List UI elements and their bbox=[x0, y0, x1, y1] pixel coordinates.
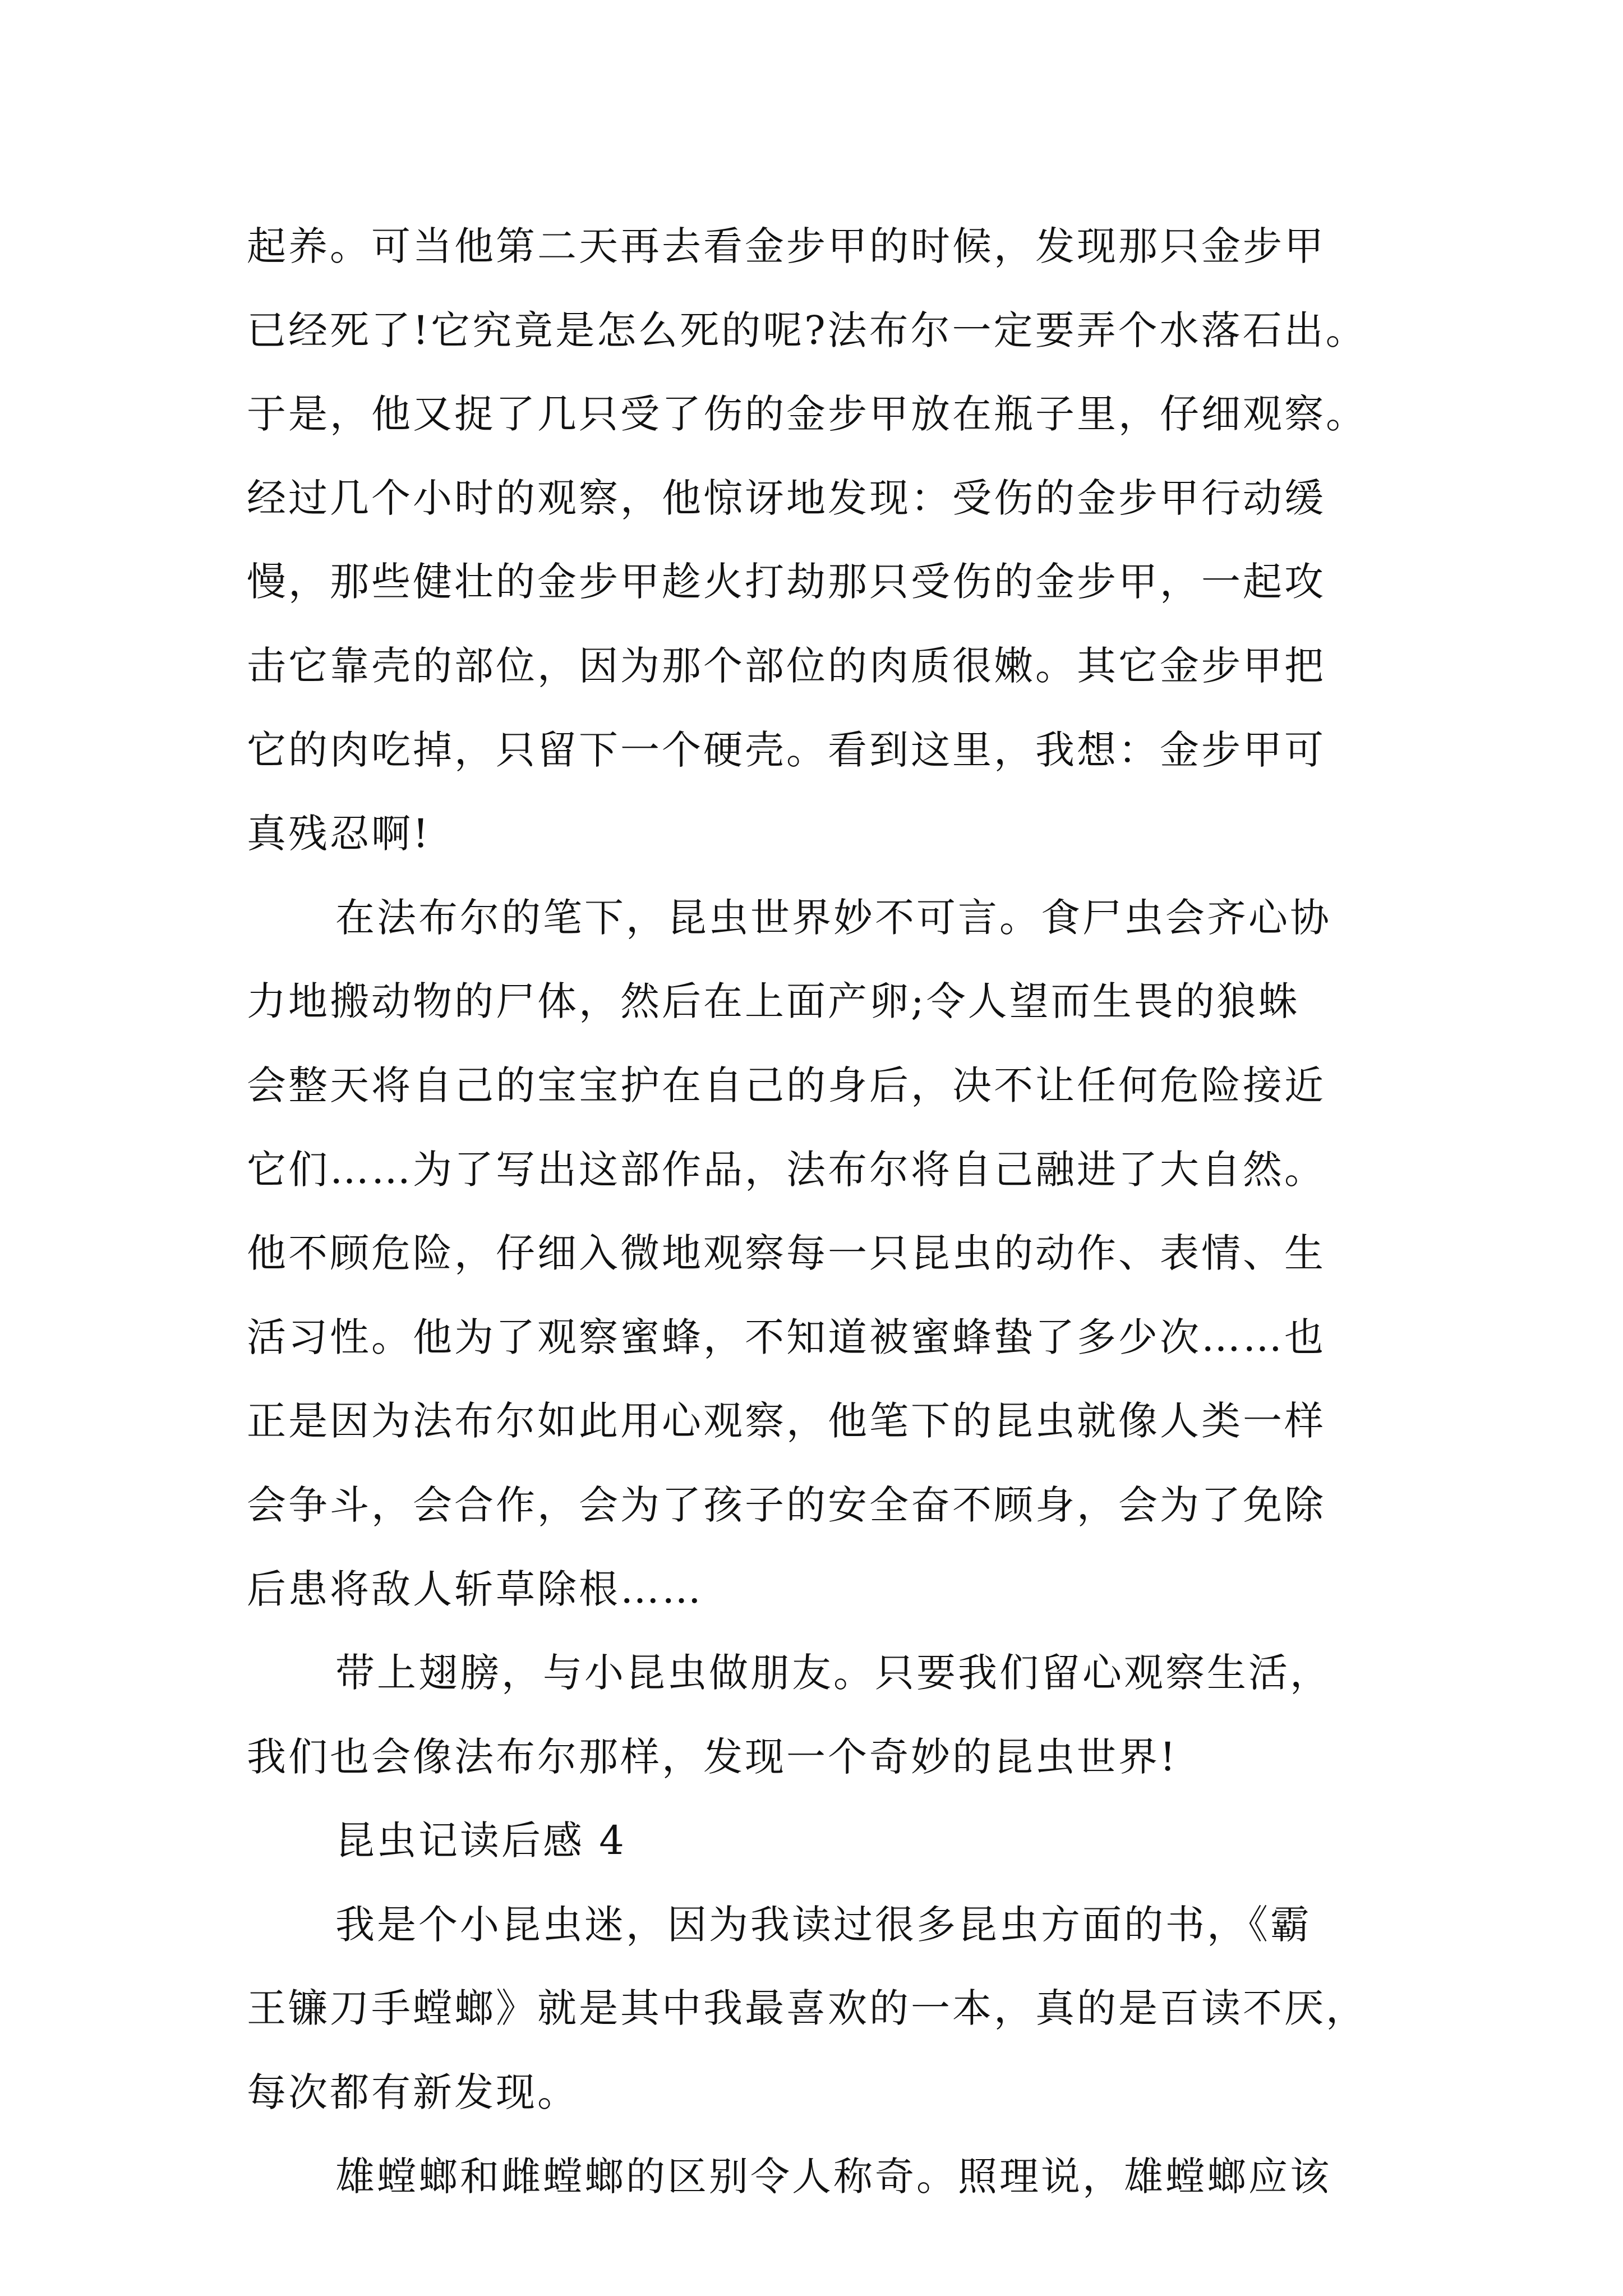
text-line: 力地搬动物的尸体，然后在上面产卵;令人望而生畏的狼蛛 bbox=[247, 978, 1300, 1025]
document-body bbox=[247, 205, 1402, 2219]
paragraph-start-line: 我是个小昆虫迷，因为我读过很多昆虫方面的书，《霸 bbox=[335, 1901, 1312, 1948]
text-line: 它的肉吃掉，只留下一个硬壳。看到这里，我想：金步甲可 bbox=[247, 726, 1326, 773]
text-line: 经过几个小时的观察，他惊讶地发现：受伤的金步甲行动缓 bbox=[247, 475, 1326, 521]
text-line: 已经死了!它究竟是怎么死的呢?法布尔一定要弄个水落石出。 bbox=[247, 307, 1367, 353]
paragraph-start-line: 雄螳螂和雌螳螂的区别令人称奇。照理说，雄螳螂应该 bbox=[335, 2153, 1331, 2200]
text-line: 我们也会像法布尔那样，发现一个奇妙的昆虫世界! bbox=[247, 1733, 1178, 1780]
text-line: 王镰刀手螳螂》就是其中我最喜欢的一本，真的是百读不厌， bbox=[247, 1985, 1367, 2032]
text-line: 慢，那些健壮的金步甲趁火打劫那只受伤的金步甲，一起攻 bbox=[247, 559, 1326, 605]
text-line: 他不顾危险，仔细入微地观察每一只昆虫的动作、表情、生 bbox=[247, 1230, 1326, 1277]
text-line: 于是，他又捉了几只受了伤的金步甲放在瓶子里，仔细观察。 bbox=[247, 391, 1367, 438]
paragraph-start-line: 在法布尔的笔下，昆虫世界妙不可言。食尸虫会齐心协 bbox=[335, 894, 1331, 941]
text-line: 会争斗，会合作，会为了孩子的安全奋不顾身，会为了免除 bbox=[247, 1481, 1326, 1528]
text-line: 每次都有新发现。 bbox=[247, 2069, 579, 2116]
text-line: 起养。可当他第二天再去看金步甲的时候，发现那只金步甲 bbox=[247, 223, 1326, 269]
paragraph-start-line: 带上翅膀，与小昆虫做朋友。只要我们留心观察生活， bbox=[335, 1650, 1331, 1696]
text-line: 它们……为了写出这部作品，法布尔将自己融进了大自然。 bbox=[247, 1146, 1326, 1193]
text-line: 后患将敌人斩草除根…… bbox=[247, 1566, 703, 1612]
text-line: 正是因为法布尔如此用心观察，他笔下的昆虫就像人类一样 bbox=[247, 1398, 1326, 1444]
text-line: 击它靠壳的部位，因为那个部位的肉质很嫩。其它金步甲把 bbox=[247, 642, 1326, 689]
text-line: 真残忍啊! bbox=[247, 811, 431, 857]
text-line: 会整天将自己的宝宝护在自己的身后，决不让任何危险接近 bbox=[247, 1062, 1326, 1108]
section-heading: 昆虫记读后感 4 bbox=[335, 1818, 626, 1864]
text-line: 活习性。他为了观察蜜蜂，不知道被蜜蜂蛰了多少次……也 bbox=[247, 1314, 1326, 1360]
